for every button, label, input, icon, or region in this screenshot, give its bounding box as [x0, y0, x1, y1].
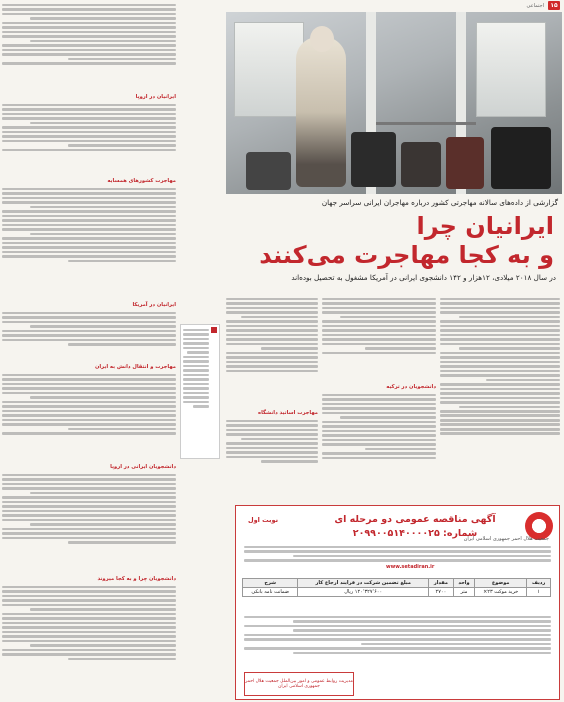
photo-person — [296, 37, 346, 187]
photo-caption: گزارشی از داده‌های سالانه مهاجرتی کشور درباره مهاجران ایرانی سراسر جهان — [321, 198, 558, 207]
ad-table-cell: ۱ — [527, 588, 551, 597]
section-subhead: ایرانیان در آمریکا — [132, 302, 176, 308]
ad-round-label: نوبت اول — [248, 516, 279, 524]
section-subhead: دانشجویان در ترکیه — [386, 384, 436, 390]
text-block — [2, 372, 176, 460]
photo-window — [476, 22, 546, 117]
ad-website-link[interactable]: www.setadiran.ir — [386, 564, 435, 570]
text-block — [226, 418, 318, 488]
text-block — [322, 392, 436, 492]
ad-table-header: موضوع — [475, 579, 527, 588]
section-subhead: دانشجویان ایرانی در اروپا — [110, 464, 176, 470]
tender-advertisement — [235, 505, 560, 700]
article-column — [322, 296, 436, 496]
text-block — [2, 472, 176, 572]
text-block — [226, 296, 318, 406]
ad-title: آگهی مناقصه عمومی دو مرحله ای — [334, 514, 496, 525]
suitcase — [401, 142, 441, 187]
ad-table-header: مقدار — [428, 579, 453, 588]
article-photo — [226, 12, 562, 194]
info-box — [180, 324, 220, 459]
ad-table-header-row — [243, 579, 551, 588]
left-column — [2, 2, 176, 702]
info-box-marker — [211, 327, 217, 333]
suitcase — [491, 127, 551, 189]
ad-table-header: واحد — [453, 579, 474, 588]
headline-line-1: ایرانیان چرا — [416, 212, 554, 240]
photo-window — [234, 22, 304, 117]
headline-line-2: و به کجا مهاجرت می‌کنند — [259, 241, 554, 269]
ad-table-cell: ضمانت نامه بانکی — [243, 588, 298, 597]
suitcase — [246, 152, 291, 190]
ad-table-cell: متر — [453, 588, 474, 597]
article-column — [226, 296, 318, 496]
text-block — [2, 186, 176, 298]
text-block — [2, 102, 176, 174]
text-block — [2, 2, 176, 90]
article-subtitle: در سال ۲۰۱۸ میلادی، ۱۲هزار و ۱۴۲ دانشجوی ایرانی در آمریکا مشغول به تحصیل بوده‌اند — [291, 273, 556, 282]
section-subhead: ایرانیان در اروپا — [135, 94, 176, 100]
ad-table-cell: ۲۷۰۰ — [428, 588, 453, 597]
ad-table-header: مبلغ تضمین شرکت در فرایند ارجاع کار — [298, 579, 429, 588]
section-subhead: مهاجرت و انتقال دانش به ایران — [94, 364, 176, 370]
ad-organization: جمعیت هلال احمر جمهوری اسلامی ایران — [463, 536, 549, 542]
ad-table-header: شرح — [243, 579, 298, 588]
info-box-text — [183, 327, 209, 452]
article-column — [440, 296, 560, 496]
page-number: ۱۵ — [548, 1, 560, 10]
page-header — [228, 0, 564, 11]
ad-footer-box: مدیریت روابط عمومی و امور بین‌الملل جمعیت هلال احمر جمهوری اسلامی ایران — [244, 672, 354, 696]
section-label: اجتماعی — [526, 2, 544, 9]
text-block — [2, 310, 176, 360]
photo-person-head — [310, 26, 334, 52]
text-block — [322, 296, 436, 380]
section-subhead: مهاجرت اساتید دانشگاه — [258, 410, 318, 416]
luggage-cart — [376, 122, 476, 125]
table-row — [243, 588, 551, 597]
ad-table — [242, 578, 551, 597]
ad-table-header: ردیف — [527, 579, 551, 588]
suitcase — [446, 137, 484, 189]
ad-table-cell: خرید موکت ۲۳× — [475, 588, 527, 597]
suitcase — [351, 132, 396, 187]
article-headline — [226, 212, 562, 272]
section-subhead: دانشجویان چرا و به کجا میروند — [97, 576, 176, 582]
ad-number: شماره: ۲۰۹۹۰۰۵۱۴۰۰۰۰۲۵ — [352, 528, 478, 539]
section-subhead: مهاجرت کشورهای همسایه — [107, 178, 176, 184]
text-block — [2, 584, 176, 694]
ad-table-cell: ۱۲۰٬۳۲۷٬۶۰۰ ریال — [298, 588, 429, 597]
